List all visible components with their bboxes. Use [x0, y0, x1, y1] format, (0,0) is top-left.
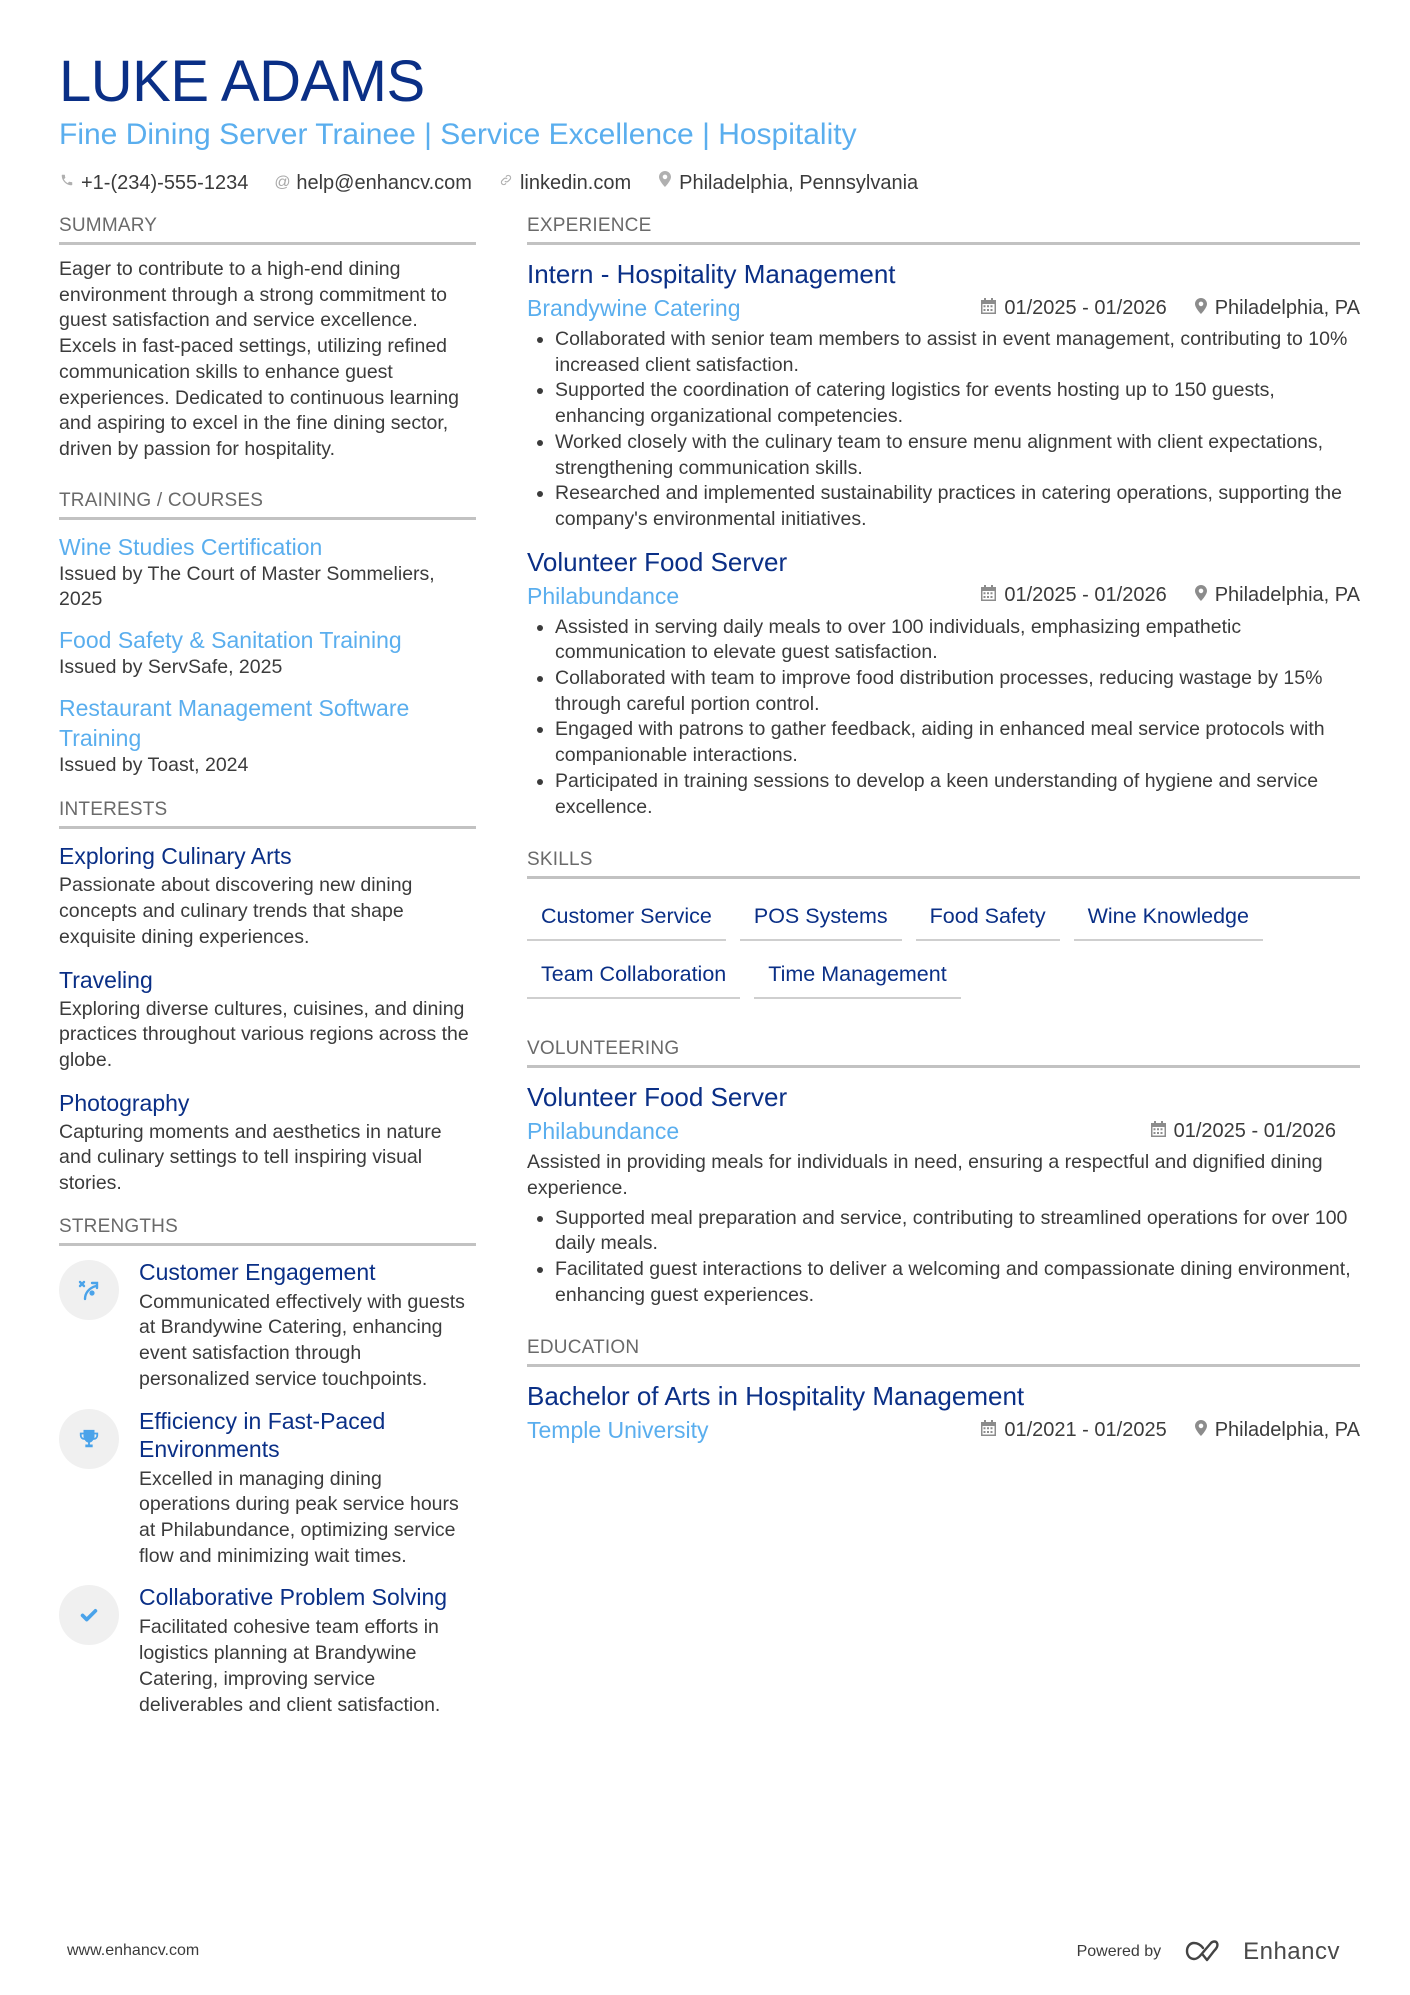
course-issuer: Issued by Toast, 2024: [59, 753, 249, 776]
strategy-icon: [59, 1260, 119, 1320]
volunteer-meta: [527, 1116, 1360, 1146]
job-dates: [981, 297, 1166, 320]
section-title-skills: SKILLS: [527, 848, 1360, 879]
location-pin-icon: [1195, 298, 1207, 319]
strength-body: [139, 1583, 476, 1718]
interest-item: [59, 1088, 476, 1197]
bullet-item: • Assisted in serving daily meals to over 100 individuals, emphasizing empathetic communication to elevate guest satisfaction.: [555, 615, 1360, 666]
strength-item: [59, 1407, 476, 1570]
strengths-section: [59, 1215, 476, 1718]
contact-location-text: Philadelphia, Pennsylvania: [679, 172, 919, 194]
strength-item: [59, 1258, 476, 1393]
job-dates-text: 01/2025 - 01/2026: [1004, 584, 1167, 607]
volunteer-dates: [1151, 1120, 1336, 1143]
training-section: [59, 489, 476, 779]
section-title-training: TRAINING / COURSES: [59, 489, 476, 520]
contact-location: [657, 170, 918, 196]
course-title: Food Safety & Sanitation Training: [59, 627, 402, 654]
strength-title: Customer Engagement: [139, 1258, 376, 1285]
right-column: [527, 214, 1360, 1471]
at-icon: @: [274, 174, 291, 191]
education-item: [527, 1379, 1360, 1445]
strength-body: [139, 1258, 476, 1393]
bullet-item: • Worked closely with the culinary team to ensure menu alignment with client expectations, strengthening communication skills.: [555, 430, 1360, 481]
course-issuer: Issued by The Court of Master Sommeliers, 2025: [59, 562, 435, 611]
education-meta: [527, 1415, 1360, 1445]
section-title-strengths: STRENGTHS: [59, 1215, 476, 1246]
course-item: [59, 532, 476, 613]
experience-section: [527, 214, 1360, 820]
calendar-icon: [1151, 1121, 1166, 1142]
course-issuer: Issued by ServSafe, 2025: [59, 656, 283, 679]
experience-item: [527, 257, 1360, 533]
education-meta-right: [981, 1419, 1360, 1442]
school-name: Temple University: [527, 1417, 709, 1444]
section-title-education: EDUCATION: [527, 1336, 1360, 1367]
interest-title: Traveling: [59, 966, 153, 993]
volunteer-dates-text: 01/2025 - 01/2026: [1173, 1119, 1336, 1142]
bullet-item: • Supported meal preparation and service, contributing to streamlined operations for over 100 daily meals.: [555, 1206, 1360, 1257]
interest-title: Photography: [59, 1089, 190, 1116]
bullet-item: • Collaborated with team to improve food distribution processes, reducing wastage by 15% through careful portion control.: [555, 666, 1360, 717]
company-name: Philabundance: [527, 582, 680, 609]
course-title: Wine Studies Certification: [59, 533, 323, 560]
volunteer-bullets: [527, 1206, 1360, 1309]
footer-website[interactable]: www.enhancv.com: [67, 1942, 200, 1959]
bullet-item: • Facilitated guest interactions to deliver a welcoming and compassionate dining environment, enhancing guest experiences.: [555, 1257, 1360, 1308]
contact-email-text[interactable]: help@enhancv.com: [296, 172, 472, 194]
volunteer-meta-right: [1151, 1120, 1336, 1143]
volunteer-organization: Philabundance: [527, 1118, 680, 1145]
education-location: [1195, 1419, 1360, 1442]
volunteering-section: [527, 1037, 1360, 1308]
strength-item: [59, 1583, 476, 1718]
job-meta: [527, 293, 1360, 323]
strength-body: [139, 1407, 476, 1570]
skills-section: [527, 848, 1360, 999]
section-title-experience: EXPERIENCE: [527, 214, 1360, 245]
job-dates: [981, 584, 1166, 607]
interest-item: [59, 841, 476, 950]
education-dates-text: 01/2021 - 01/2025: [1004, 1418, 1167, 1441]
candidate-name: LUKE ADAMS: [59, 49, 425, 114]
checkmark-icon: [59, 1585, 119, 1645]
trophy-icon: [59, 1409, 119, 1469]
left-column: [59, 214, 476, 1744]
job-location-text: Philadelphia, PA: [1214, 584, 1360, 607]
calendar-icon: [981, 298, 996, 319]
interest-desc: Passionate about discovering new dining concepts and culinary trends that shape exquisite dining experiences.: [59, 874, 413, 948]
section-title-volunteering: VOLUNTEERING: [527, 1037, 1360, 1068]
candidate-headline: Fine Dining Server Trainee | Service Excellence | Hospitality: [59, 118, 857, 151]
job-location: [1195, 297, 1360, 320]
enhancv-logo[interactable]: [1185, 1938, 1340, 1966]
interests-section: [59, 798, 476, 1196]
interest-desc: Exploring diverse cultures, cuisines, and dining practices throughout various regions across the globe.: [59, 997, 469, 1071]
job-meta: [527, 581, 1360, 611]
bullet-item: • Engaged with patrons to gather feedback, aiding in enhanced meal service protocols with companionable interactions.: [555, 717, 1360, 768]
strength-desc: Communicated effectively with guests at Brandywine Catering, enhancing event satisfaction through personalized service touchpoints.: [139, 1290, 465, 1390]
contact-phone-text: +1-(234)-555-1234: [81, 172, 249, 194]
skill-tag: POS Systems: [740, 895, 902, 941]
bullet-item: • Supported the coordination of catering logistics for events hosting up to 150 guests, enhancing organizational competencies.: [555, 378, 1360, 429]
calendar-icon: [981, 585, 996, 606]
skill-tag: Customer Service: [527, 895, 726, 941]
contact-bar: [59, 170, 1359, 196]
job-location: [1195, 584, 1360, 607]
contact-email[interactable]: [274, 170, 472, 196]
section-title-summary: SUMMARY: [59, 214, 476, 245]
skill-tag: Time Management: [754, 953, 960, 999]
contact-phone: [59, 170, 248, 196]
resume-header: [59, 50, 1359, 196]
powered-by-label: Powered by: [1076, 1943, 1162, 1960]
link-icon: [498, 170, 514, 196]
location-pin-icon: [1195, 585, 1207, 606]
interest-desc: Capturing moments and aesthetics in nature and culinary settings to tell inspiring visual stories.: [59, 1120, 442, 1195]
contact-linkedin[interactable]: [498, 170, 631, 196]
volunteering-item: [527, 1080, 1360, 1308]
education-section: [527, 1336, 1360, 1445]
page-footer: [0, 1938, 1410, 1968]
education-location-text: Philadelphia, PA: [1214, 1418, 1360, 1441]
skill-tag: Food Safety: [916, 895, 1060, 941]
skill-tag: Wine Knowledge: [1074, 895, 1263, 941]
job-meta-right: [981, 297, 1360, 320]
calendar-icon: [981, 1420, 996, 1441]
course-title: Restaurant Management Software Training: [59, 694, 410, 751]
strength-desc: Facilitated cohesive team efforts in logistics planning at Brandywine Catering, improving service deliverables and client satisfaction.: [139, 1616, 441, 1716]
experience-item: [527, 545, 1360, 821]
job-title: Intern - Hospitality Management: [527, 259, 896, 289]
company-name: Brandywine Catering: [527, 295, 741, 321]
job-location-text: Philadelphia, PA: [1214, 296, 1360, 319]
summary-text: Eager to contribute to a high-end dining environment through a strong commitment to guest satisfaction and service excellence. Excels in fast-paced settings, utilizing refined communication skills to enhance guest experiences. Dedicated to continuous learning and aspiring to excel in the fine dining sector, driven by passion for hospitality.: [59, 258, 460, 460]
job-bullets: [527, 327, 1360, 533]
location-pin-icon: [657, 170, 673, 196]
education-dates: [981, 1419, 1166, 1442]
phone-icon: [59, 170, 75, 196]
course-item: [59, 693, 476, 779]
enhancv-logo-icon: [1185, 1940, 1231, 1964]
volunteer-role: Volunteer Food Server: [527, 1082, 788, 1113]
bullet-item: • Collaborated with senior team members to assist in event management, contributing to 10% increased client satisfaction.: [555, 327, 1360, 378]
degree: Bachelor of Arts in Hospitality Management: [527, 1381, 1025, 1412]
location-pin-icon: [1195, 1420, 1207, 1441]
summary-section: [59, 214, 476, 463]
strength-desc: Excelled in managing dining operations during peak service hours at Philabundance, optimizing service flow and minimizing wait times.: [139, 1467, 459, 1567]
section-title-interests: INTERESTS: [59, 798, 476, 829]
skill-tag: Team Collaboration: [527, 953, 740, 999]
footer-branding: [1077, 1938, 1340, 1966]
bullet-item: • Participated in training sessions to develop a keen understanding of hygiene and service excellence.: [555, 769, 1360, 820]
job-meta-right: [981, 584, 1360, 607]
interest-item: [59, 965, 476, 1074]
strength-title: Collaborative Problem Solving: [139, 1584, 448, 1611]
job-title: Volunteer Food Server: [527, 546, 788, 577]
interest-title: Exploring Culinary Arts: [59, 843, 292, 870]
job-bullets: [527, 615, 1360, 821]
job-dates-text: 01/2025 - 01/2026: [1004, 296, 1167, 319]
skills-list: [527, 891, 1360, 999]
strength-title: Efficiency in Fast-Paced Environments: [139, 1407, 386, 1462]
contact-linkedin-text[interactable]: linkedin.com: [519, 172, 632, 194]
brand-name: Enhancv: [1243, 1938, 1340, 1965]
course-item: [59, 625, 476, 681]
bullet-item: • Researched and implemented sustainability practices in catering operations, supporting the company's environmental initiatives.: [555, 481, 1360, 532]
volunteer-desc: Assisted in providing meals for individuals in need, ensuring a respectful and dignified dining experience.: [527, 1151, 1323, 1199]
